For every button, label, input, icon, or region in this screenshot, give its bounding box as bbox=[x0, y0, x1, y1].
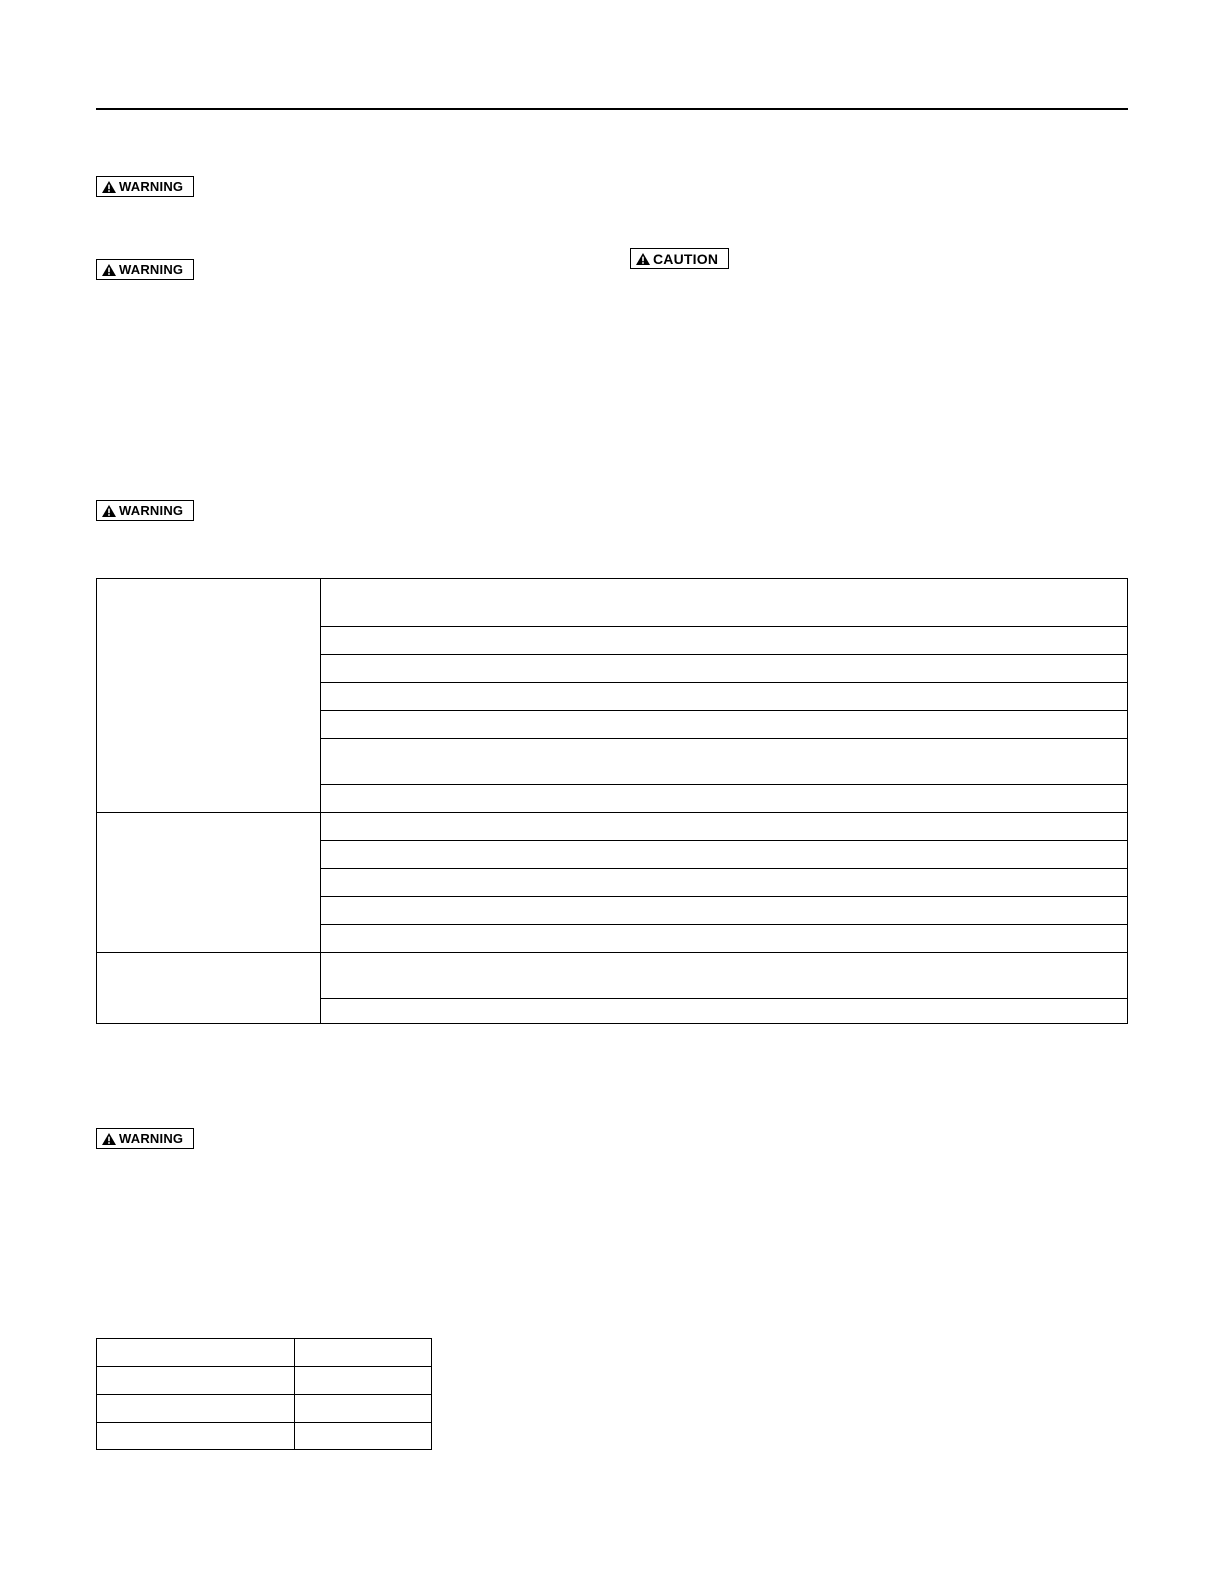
table-row-line bbox=[320, 784, 1127, 785]
warning-triangle-icon bbox=[102, 1133, 116, 1145]
table-row-line bbox=[320, 738, 1127, 739]
table-group-label bbox=[97, 579, 320, 812]
table-column-divider bbox=[320, 579, 321, 1023]
warning-triangle-icon bbox=[102, 264, 116, 276]
warning-triangle-icon bbox=[636, 253, 650, 265]
table-row-line bbox=[97, 1394, 431, 1395]
table-row-line bbox=[320, 682, 1127, 683]
warning-text: WARNING bbox=[119, 179, 184, 194]
warning-triangle-icon bbox=[102, 181, 116, 193]
warning-text: WARNING bbox=[119, 262, 184, 277]
table-row-line bbox=[97, 1366, 431, 1367]
table-group-label bbox=[97, 813, 320, 952]
header-rule bbox=[96, 108, 1128, 110]
table-group-label bbox=[97, 953, 320, 1023]
table-row-line bbox=[320, 924, 1127, 925]
warning-triangle-icon bbox=[102, 505, 116, 517]
table-row-line bbox=[320, 626, 1127, 627]
table-row-line bbox=[320, 654, 1127, 655]
table-row-line bbox=[320, 896, 1127, 897]
table-row-line bbox=[97, 1422, 431, 1423]
warning-label-2 bbox=[96, 259, 194, 280]
caution-label bbox=[630, 248, 729, 269]
warning-text: WARNING bbox=[119, 1131, 184, 1146]
caution-text: CAUTION bbox=[653, 250, 719, 267]
table-row-line bbox=[320, 840, 1127, 841]
warning-label-3 bbox=[96, 500, 194, 521]
small-table bbox=[96, 1338, 432, 1450]
table-row-line bbox=[320, 868, 1127, 869]
warning-label-1 bbox=[96, 176, 194, 197]
table-row-line bbox=[320, 998, 1127, 999]
table-row-line bbox=[320, 710, 1127, 711]
specification-table bbox=[96, 578, 1128, 1024]
warning-text: WARNING bbox=[119, 503, 184, 518]
warning-label-4 bbox=[96, 1128, 194, 1149]
